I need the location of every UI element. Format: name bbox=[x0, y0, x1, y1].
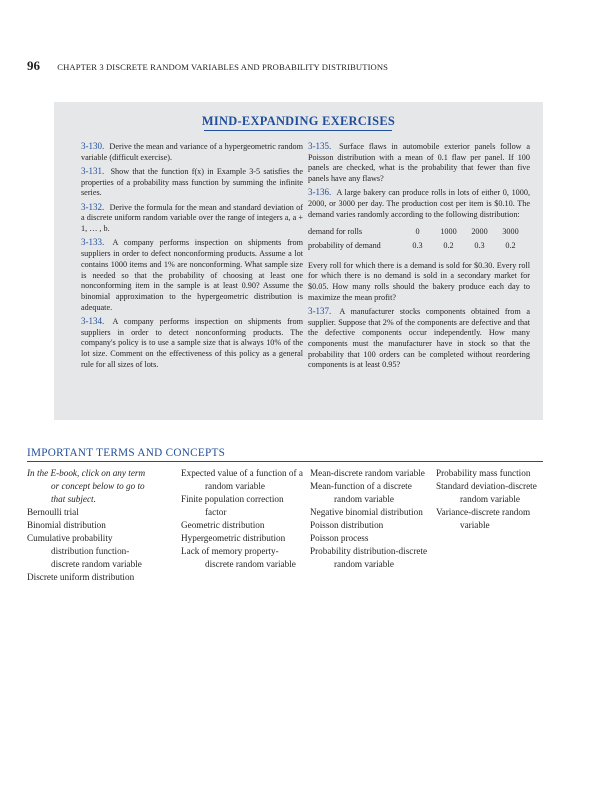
table-cell: 0.3 bbox=[474, 241, 485, 251]
term-link[interactable]: Mean-discrete random variable bbox=[310, 468, 425, 478]
terms-column-1 bbox=[27, 467, 155, 584]
exercise-3-133 bbox=[81, 237, 303, 313]
chapter-title: CHAPTER 3 DISCRETE RANDOM VARIABLES AND PROBABILITY DISTRIBUTIONS bbox=[57, 62, 389, 72]
term-link[interactable]: Poisson process bbox=[310, 533, 369, 543]
table-cell: 3000 bbox=[502, 227, 519, 237]
exercise-text: A company performs inspection on shipments from suppliers in order to defect nonconforming products. Assume a lot contains 1000 items and 1% are nonconforming. What sample size is needed so that the probability of choosing at least one nonconforming item in the sample is at least 0.90? Assume the binomial approximation to the hypergeometric distribution is adequate. bbox=[81, 238, 303, 312]
term-link[interactable]: Poisson distribution bbox=[310, 520, 384, 530]
exercises-right-column bbox=[308, 141, 530, 374]
exercise-text: A company performs inspection on shipments from suppliers in order to detect nonconforming products. The company's policy is to use a sample size that is always 10% of the lot size. Comment on the effectiveness of this policy as a general rule for all sizes of lots. bbox=[81, 316, 303, 369]
exercise-3-136-continued bbox=[308, 261, 530, 304]
exercises-left-column bbox=[81, 141, 303, 373]
terms-column-3 bbox=[310, 467, 428, 571]
term-link[interactable]: Negative binomial distribution bbox=[310, 507, 423, 517]
ebook-intro: In the E-book, click on any term or concept below to go to that subject. bbox=[27, 468, 146, 504]
exercise-number-link[interactable]: 3-137. bbox=[308, 305, 332, 316]
term-link[interactable]: Cumulative probability distribution function-discrete random variable bbox=[27, 533, 142, 569]
exercise-number-link[interactable]: 3-136. bbox=[308, 187, 332, 198]
term-link[interactable]: Mean-function of a discrete random variable bbox=[310, 481, 412, 504]
exercise-number-link[interactable]: 3-134. bbox=[81, 315, 105, 326]
exercise-number-link[interactable]: 3-130. bbox=[81, 141, 105, 151]
terms-column-2 bbox=[181, 467, 303, 571]
exercise-text: A manufacturer stocks components obtained from a supplier. Suppose that 2% of the components are defective and that the defective components occur independently. How many components must the manufacturer have in stock so that the probability that 100 orders can be completed without reordering components is at least 0.95? bbox=[308, 306, 530, 370]
row-label: demand for rolls bbox=[308, 227, 363, 237]
term-link[interactable]: Probability mass function bbox=[436, 468, 531, 478]
mind-expanding-box bbox=[54, 102, 543, 420]
table-cell: 0.2 bbox=[505, 241, 516, 251]
term-link[interactable]: Probability distribution-discrete random variable bbox=[310, 546, 428, 569]
term-link[interactable]: Finite population correction factor bbox=[181, 494, 284, 517]
terms-rule bbox=[27, 461, 543, 462]
exercise-3-135 bbox=[308, 141, 530, 185]
exercise-text: A large bakery can produce rolls in lots of either 0, 1000, 2000, or 3000 per day. The production cost per item is $0.10. The demand varies randomly according to the following distribution: bbox=[308, 188, 530, 219]
table-row bbox=[308, 226, 526, 240]
exercise-3-136 bbox=[308, 187, 530, 220]
table-cell: 0.2 bbox=[443, 241, 454, 251]
exercise-number-link[interactable]: 3-131. bbox=[81, 166, 105, 176]
mind-expanding-title: MIND-EXPANDING EXERCISES bbox=[201, 114, 396, 128]
exercise-text: Derive the mean and variance of a hypergeometric random variable (difficult exercise). bbox=[81, 142, 304, 162]
table-cell: 2000 bbox=[471, 227, 488, 237]
exercise-number-link[interactable]: 3-133. bbox=[81, 237, 105, 248]
table-cell: 1000 bbox=[440, 227, 457, 237]
term-link[interactable]: Bernoulli trial bbox=[27, 507, 79, 517]
exercise-number-link[interactable]: 3-135. bbox=[308, 141, 332, 151]
page-number: 96 bbox=[27, 58, 40, 73]
term-link[interactable]: Expected value of a function of a random variable bbox=[181, 468, 303, 491]
exercise-text: Every roll for which there is a demand is sold for $0.30. Every roll for which there is no demand is sold in a secondary market for $0.05. How many rolls should the bakery produce each day to maximize the mean profit? bbox=[308, 260, 530, 302]
exercise-3-130 bbox=[81, 141, 303, 163]
table-cell: 0 bbox=[415, 227, 420, 237]
exercise-text: Surface flaws in automobile exterior panels follow a Poisson distribution with a mean of 0.1 flaw per panel. If 100 panels are checked, what is the probability that fewer than five panels have any flaws? bbox=[308, 142, 531, 184]
exercise-number-link[interactable]: 3-132. bbox=[81, 201, 105, 212]
terms-title: IMPORTANT TERMS AND CONCEPTS bbox=[27, 447, 226, 459]
term-link[interactable]: Lack of memory property-discrete random variable bbox=[181, 546, 296, 569]
term-link[interactable]: Variance-discrete random variable bbox=[436, 507, 531, 530]
exercise-text: Show that the function f(x) in Example 3-5 satisfies the properties of a probability mass function by summing the infinite series. bbox=[81, 167, 303, 198]
term-link[interactable]: Hypergeometric distribution bbox=[181, 533, 286, 543]
title-underline bbox=[204, 130, 392, 131]
demand-table bbox=[308, 226, 526, 254]
row-label: probability of demand bbox=[308, 241, 381, 251]
page-header bbox=[27, 58, 388, 74]
term-link[interactable]: Standard deviation-discrete random variable bbox=[436, 481, 537, 504]
table-cell: 0.3 bbox=[412, 241, 423, 251]
exercise-3-137 bbox=[308, 306, 530, 371]
exercise-3-131 bbox=[81, 166, 303, 199]
term-link[interactable]: Discrete uniform distribution bbox=[27, 572, 135, 582]
table-row bbox=[308, 240, 526, 254]
term-link[interactable]: Geometric distribution bbox=[181, 520, 265, 530]
term-link[interactable]: Binomial distribution bbox=[27, 520, 106, 530]
exercise-text: Derive the formula for the mean and standard deviation of a discrete uniform random variable over the range of integers a, a + 1, … , b. bbox=[81, 202, 303, 234]
exercise-3-132 bbox=[81, 202, 303, 235]
terms-column-4 bbox=[436, 467, 546, 532]
exercise-3-134 bbox=[81, 316, 303, 371]
